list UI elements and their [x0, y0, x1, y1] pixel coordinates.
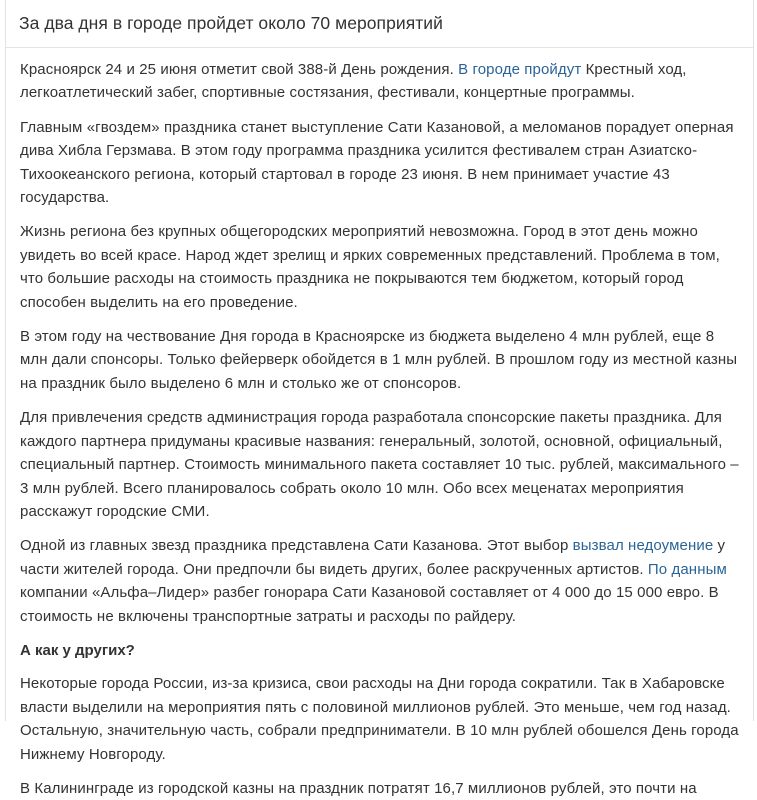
paragraph-3: Жизнь региона без крупных общегородских мероприятий невозможна. Город в этот день можно увидеть во всей красе. Народ ждет зрелищ и ярких современных представлений. Проблема в том, что большие расходы на стоимость праздника не покрываются тем бюджетом, который город способен выделить на его проведение.	[20, 223, 720, 311]
article-card	[5, 0, 754, 797]
paragraph-text: Красноярск 24 и 25 июня отметит свой 388-й День рождения.	[20, 61, 459, 78]
paragraph-4: В этом году на чествование Дня города в Красноярске из бюджета выделено 4 млн рублей, еще 8 млн дали спонсоры. Только фейерверк обойдется в 1 млн рублей. В прошлом году из местной казны на праздник было выделено 6 млн и столько же от спонсоров.	[20, 328, 738, 392]
link-according-to-data[interactable]: По данным	[647, 560, 727, 578]
article-header	[6, 0, 753, 48]
paragraph-2: Главным «гвоздем» праздника станет выступление Сати Казановой, а меломанов порадует оперная дива Хибла Герзмава. В этом году программа праздника усилится фестивалем стран Азиатско-Тихоокеанского региона, который стартовал в городе 23 июня. В нем принимает участие 43 государства.	[20, 118, 734, 207]
paragraph-text: Крестный ход, легкоатлетический забег, спортивные состязания, фестивали, концертные программы.	[20, 61, 687, 102]
paragraph-text: Одной из главных звезд праздника представлена Сати Казанова. Этот выбор	[20, 537, 573, 555]
section-subheading: А как у других?	[20, 641, 135, 659]
paragraph-7: Некоторые города России, из-за кризиса, свои расходы на Дни города сократили. Так в Хабаровске власти выделили на мероприятия пять с половиной миллионов рублей. Это меньше, чем год назад. Остальную, значительную часть, собрали предприниматели. В 10 млн рублей обошелся День города Нижнему Новгороду.	[20, 675, 739, 763]
link-caused-confusion[interactable]: вызвал недоумение	[572, 537, 714, 555]
paragraph-text: компании «Альфа–Лидер» разбег гонорара Сати Казановой составляет от 4 000 до 15 000 евро. В стоимость не включены транспортные затраты и расходы по райдеру.	[20, 584, 719, 625]
paragraph-6	[20, 534, 745, 628]
link-city-events[interactable]: В городе пройдут	[458, 61, 582, 78]
article-title: За два дня в городе пройдет около 70 мероприятий	[19, 13, 443, 33]
paragraph-5: Для привлечения средств администрация города разработала спонсорские пакеты праздника. Для каждого партнера придуманы красивые названия: генеральный, золотой, основной, официальный, специальный партнер. Стоимость минимального пакета составляет 10 тыс. рублей, максимального – 3 млн рублей. Всего планировалось собрать около 10 млн. Обо всех меценатах мероприятия расскажут городские СМИ.	[20, 409, 739, 520]
article-body	[6, 48, 745, 800]
paragraph-1	[20, 58, 745, 105]
paragraph-text: у части жителей города. Они предпочли бы видеть других, более раскрученных артистов.	[20, 537, 726, 578]
paragraph-8: В Калининграде из городской казны на праздник потратят 16,7 миллионов рублей, это почти на	[20, 779, 697, 797]
